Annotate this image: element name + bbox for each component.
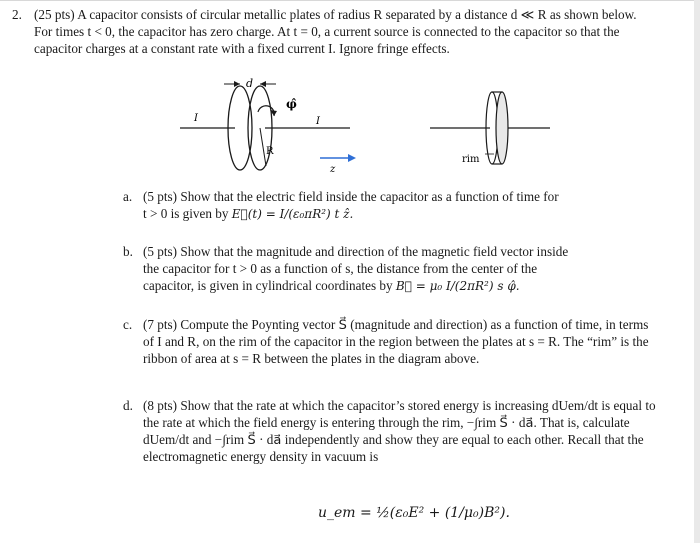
part-b-line2: the capacitor for t > 0 as a function of s, the distance from the center of the bbox=[143, 261, 538, 276]
capacitor-diagram bbox=[140, 72, 580, 192]
part-b-equation: B⃗ = μ₀ I/(2πR²) s φ̂. bbox=[395, 279, 520, 293]
part-a-line1: (5 pts) Show that the electric field inside the capacitor as a function of time for bbox=[143, 189, 559, 204]
scroll-edge bbox=[694, 0, 700, 543]
label-I-left: I bbox=[194, 113, 198, 124]
rim-plate-2 bbox=[496, 92, 508, 164]
energy-density-formula: u_em = ½(ε₀E² + (1/μ₀)B²). bbox=[318, 505, 510, 521]
label-d: d bbox=[246, 77, 254, 90]
part-c bbox=[123, 316, 658, 367]
problem-intro: (25 pts) A capacitor consists of circular metallic plates of radius R separated by a distance d ≪ R as shown below. For times t < 0, the capacitor has zero charge. At t = 0, a current source is connected to the capacitor so that the capacitor charges at a constant rate with a fixed current I. Ignore fringe effects. bbox=[34, 7, 637, 56]
label-z: z bbox=[330, 164, 336, 175]
part-d bbox=[123, 397, 658, 465]
part-b-line3: capacitor, is given in cylindrical coordinates by bbox=[143, 278, 396, 293]
part-a-equation: E⃗(t) = I/(ε₀πR²) t ẑ. bbox=[231, 207, 354, 221]
label-phi: φ̂ bbox=[286, 97, 297, 111]
part-b-label: b. bbox=[123, 244, 133, 259]
label-rim: rim bbox=[462, 154, 480, 165]
part-b-line1: (5 pts) Show that the magnitude and direction of the magnetic field vector inside bbox=[143, 244, 569, 259]
part-c-text: (7 pts) Compute the Poynting vector S⃗ (magnitude and direction) as a function of time, in terms of I and R, on the rim of the capacitor in the region between the plates at s = R. The “rim” is the ribbon of area at s = R between the plates in the diagram above. bbox=[143, 317, 649, 366]
top-border bbox=[0, 0, 700, 1]
problem-number: 2. bbox=[12, 7, 22, 22]
label-R: R bbox=[266, 146, 274, 157]
part-b bbox=[123, 243, 658, 295]
part-c-label: c. bbox=[123, 317, 133, 332]
label-I-right: I bbox=[316, 116, 320, 127]
part-a bbox=[123, 188, 658, 223]
part-a-label: a. bbox=[123, 189, 133, 204]
part-a-line2: t > 0 is given by bbox=[143, 206, 232, 221]
part-d-text: (8 pts) Show that the rate at which the capacitor’s stored energy is increasing dUem/dt is equal to the rate at which the field energy is entering through the rim, −∫rim S⃗ · da⃗. That is, calculate dUem/dt and −∫rim S⃗ · da⃗ independently and show they are equal to each other. Recall that the electromagnetic energy density in vacuum is bbox=[143, 398, 656, 464]
z-axis-arrowhead bbox=[348, 154, 356, 162]
part-d-label: d. bbox=[123, 398, 133, 413]
problem-statement bbox=[12, 6, 654, 57]
